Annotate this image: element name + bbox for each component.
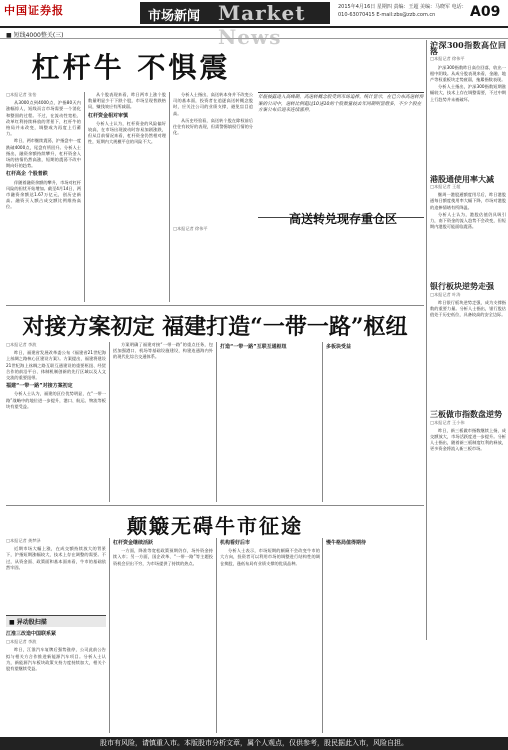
- lead-headline-area: [6, 40, 256, 90]
- lead-subhead: 杠杆资金相对审慎: [88, 112, 129, 119]
- column-rule: [109, 538, 110, 733]
- section-title-cn: 市场新闻: [148, 9, 201, 24]
- lead-para: 伴随着融资余额的攀升，市场对杠杆风险的担忧开始增加。截至4月14日，两市融资余额达1.67万亿元，创历史新高。融资买入额占成交额比例维持高位。: [6, 179, 81, 210]
- bottom-left-box: [6, 615, 106, 734]
- feature1-col-1: [173, 92, 253, 222]
- headline2-byline: □本报记者 李波: [6, 342, 37, 347]
- column-rule: [109, 342, 110, 502]
- headline3-subhead: 杠杆资金继续活跃: [113, 540, 154, 546]
- column-rule: [169, 92, 170, 302]
- headline2-para: 昨日，福建省发展改革委公布《福建省21世纪海上丝绸之路核心区建设方案》。方案提出，福建将建设21世纪海上丝绸之路互联互通建设的重要枢纽、经贸合作的前沿平台、体制机制创新的先行区域以及人文交流的重要纽带。: [6, 350, 106, 381]
- headline3: 颠簸无碍牛市征途: [127, 514, 303, 538]
- headline3-col-1: [6, 538, 106, 613]
- headline3-col-2: [113, 538, 213, 733]
- sub-bar-label: ■ 短线4000整关(三): [6, 32, 64, 39]
- lead-byline: □本报记者 张怡: [6, 92, 37, 97]
- bottom-left-para: 昨日，江淮汽车复牌后强势涨停，公司此前公告拟与相关方合作推进新能源汽车项目。分析人士认为，新能源汽车板块政策支持力度持续加大，相关个股有望继续受益。: [6, 647, 106, 672]
- feature1-body: [173, 226, 423, 302]
- lead-col-2: [88, 92, 166, 302]
- lead-subhead: 杠杆高企 个股普跌: [6, 171, 48, 178]
- feature1-para: 分析人士指出，高送转本身并不改变公司的基本面，投资者在追逐高送转概念股时，应关注公司的业绩支撑，避免盲目追高。: [173, 92, 253, 116]
- headline2: 对接方案初定 福建打造“一带一路”枢纽: [22, 314, 408, 340]
- sidebar-title: 三板做市指数盘逆势: [430, 409, 502, 420]
- headline3-para: 分析人士表示，市场短期的颠簸不会改变牛市的大方向，投资者可以利用市场的调整进行结构性的调仓换股，逢低布局有业绩支撑的优质品种。: [220, 548, 320, 566]
- column-rule: [216, 538, 217, 733]
- headline2-subhead: 福建“一带一路”对接方案初定: [6, 383, 73, 390]
- masthead-meta: 2015年4月16日 星期四 责编：王超 美编：马晓军 电话：010-63070415 E-mail:zbs@zzb.com.cn: [338, 4, 467, 18]
- lead-headline: 杠杆牛 不惧震: [31, 51, 231, 84]
- headline3-col-4: [326, 538, 424, 733]
- section-banner: [140, 1, 330, 49]
- sidebar-title: 沪深300指数高位回落: [430, 40, 506, 57]
- headline3-subhead: 慢牛格局值得期待: [326, 540, 367, 546]
- feature1-para: 从历史经验看，高送转个股在除权前后往往有较好的表现，但需警惕填权行情的分化。: [173, 117, 253, 136]
- sidebar-byline: □本报记者 王超: [430, 184, 461, 190]
- sidebar-byline: □本报记者 王小伟: [430, 419, 465, 425]
- bottom-left-title: 江淮三改造中国联系紧: [6, 631, 57, 637]
- headline3-para: 近期市场大幅上涨，在成交额持续放大的背景下，沪指短期涨幅较大，技术上存在调整的需要。不过，从资金面、政策面和基本面来看，牛市的基础依然牢固。: [6, 546, 106, 570]
- page-number: A09: [470, 4, 501, 20]
- headline2-subhead: 多板块受益: [326, 344, 352, 350]
- bottom-left-label: ■ 异动股扫描: [6, 616, 106, 627]
- headline2-para: 方案明确了福建对接“一带一路”的重点任务，包括加强港口、机场等基础设施建设，构建连通海内外的现代化综合交通体系。: [113, 342, 213, 360]
- headline3-col-3: [220, 538, 320, 733]
- section-rule: [6, 505, 424, 506]
- sub-bar: [0, 29, 508, 39]
- headline3-para: 一方面，降准等宽松政策预期仍存，场外资金持续入市；另一方面，国企改革、“一带一路”等主题投资机会层出不穷，为市场提供了持续的热点。: [113, 548, 213, 566]
- masthead-logo: 中国证券报: [4, 4, 64, 17]
- headline3-byline: □本报记者 龚梦泽: [6, 538, 41, 543]
- lead-para: 从个股表现来看，昨日两市上涨个股数量明显少于下跌个股，市场呈现普跌格局，赚钱效应有所减弱。: [88, 92, 166, 110]
- sidebar-rule: [426, 40, 427, 640]
- sidebar: [430, 40, 506, 640]
- headline2-col-1: [6, 342, 106, 502]
- headline2-para: 分析人士认为，福建的区位优势明显，在“一带一路”战略中的地位进一步提升，港口、航运、物流等板块有望受益。: [6, 391, 106, 409]
- lead-col-1: [6, 92, 81, 302]
- headline3-subhead: 机构看好后市: [220, 540, 251, 546]
- headline2-col-4: [326, 342, 424, 502]
- headline2-subhead: 打造“一带一路”互联互通枢纽: [220, 344, 287, 350]
- sidebar-para: 昨日银行板块逆势走强，成为支撑指数的重要力量。分析人士指出，银行股估值处于历史低位，具备较高的安全边际。: [430, 299, 506, 318]
- column-rule: [216, 342, 217, 502]
- lead-para: 从3000点到4000点，沪指80天内涨幅惊人，短线而言市场需要一个消化和整固的过程。不过，在流动性宽松、改革红利持续释放的背景下，杠杆牛的格局并未改变，调整或为再度上行蓄力。: [6, 100, 81, 137]
- sidebar-para: 沪深300指数昨日高位回落，收出一根中阴线。从成分股表现来看，金融、地产等权重板块走势疲弱，拖累指数表现。: [430, 64, 506, 83]
- sidebar-title: 银行板块逆势走强: [430, 281, 494, 292]
- column-rule: [322, 342, 323, 502]
- feature1-byline: □本报记者 徐伟平: [173, 226, 208, 231]
- sidebar-para: 继周一港股通额度用尽后，昨日港股通每日额度使用率大幅下降，市场对港股的追捧情绪有所降温。: [430, 192, 506, 210]
- lead-para: 分析人士认为，杠杆资金的风险偏好较高，在市场出现波动时容易加剧涨跌，但从目前情况来看，杠杆资金仍然相对理性，短期内大规模平仓的风险不大。: [88, 120, 166, 145]
- sidebar-byline: □本报记者 叶涛: [430, 291, 461, 297]
- sidebar-para: 分析人士指出，沪深300指数短期涨幅较大，技术上存在调整需要，不过中期上行趋势并未被破坏。: [430, 84, 506, 102]
- feature1-intro: 年报披露进入高峰期，高送转概念股受到市场追捧。统计显示，在已公布高送转预案的公司中，送转比例超过10送10的个股数量较去年同期明显增多，不少个股在方案公布后迎来连续涨停。: [258, 92, 424, 218]
- headline2-col-2: [113, 342, 213, 502]
- section-title-en: Market News: [218, 1, 306, 49]
- section-rule: [6, 305, 424, 306]
- feature1-headline: 高送转兑现存重仓区: [288, 212, 397, 226]
- bottom-left-byline: □本报记者 李波: [6, 639, 37, 645]
- sidebar-byline: □本报记者 徐伟平: [430, 56, 465, 62]
- sidebar-title: 港股通使用率大减: [430, 173, 494, 184]
- headline2-col-3: [220, 342, 320, 502]
- column-rule: [84, 92, 85, 302]
- column-rule: [322, 538, 323, 733]
- lead-para: 昨日，两市继续震荡，沪指盘中一度跌破4000点，尾盘有所回升。分析人士指出，融资余额持续攀升，杠杆资金入场的热情仍然高涨，短期的震荡不改中期向好的趋势。: [6, 138, 81, 169]
- sidebar-para: 分析人士认为，港股估值仍具吸引力，南下资金的流入趋势不会改变，但短期内港股可能面临震荡。: [430, 211, 506, 230]
- footer-disclaimer: 股市有风险，请慎重入市。本版股市分析文章，属个人观点，仅供参考，股民据此入市，风险自担。: [0, 737, 508, 750]
- sidebar-para: 昨日，新三板做市指数继续上扬，成交额放大，市场活跃度进一步提升。分析人士指出，随着新三板制度红利的释放，更多资金将流入新三板市场。: [430, 427, 506, 452]
